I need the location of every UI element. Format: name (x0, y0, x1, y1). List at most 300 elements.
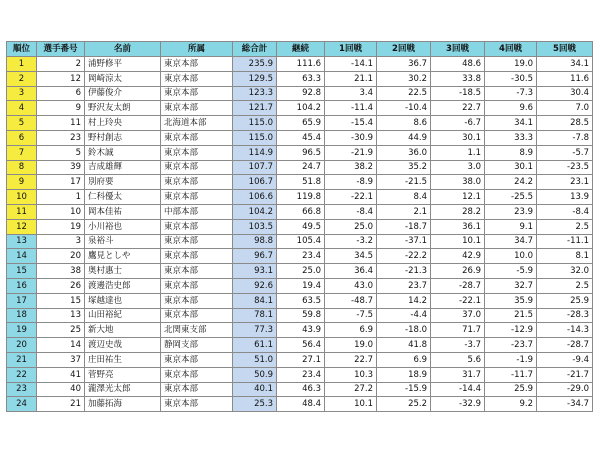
cell-round-1: 3.4 (325, 86, 377, 101)
cell-round-2: 8.6 (377, 116, 431, 131)
cell-name: 渡邊浩史郎 (85, 278, 161, 293)
cell-continued: 63.5 (277, 293, 325, 308)
cell-round-5: 11.6 (537, 71, 593, 86)
cell-rank: 24 (7, 397, 37, 412)
cell-total: 98.8 (233, 234, 277, 249)
cell-affiliation: 東京本部 (161, 397, 233, 412)
cell-round-5: 32.0 (537, 264, 593, 279)
cell-affiliation: 東京本部 (161, 249, 233, 264)
cell-continued: 49.5 (277, 219, 325, 234)
standings-table-container (6, 41, 592, 412)
cell-affiliation: 東京本部 (161, 175, 233, 190)
cell-round-5: -11.1 (537, 234, 593, 249)
cell-name: 菅野亮 (85, 367, 161, 382)
table-row (7, 204, 593, 219)
table-row (7, 397, 593, 412)
cell-player-number: 37 (37, 352, 85, 367)
cell-round-5: -28.3 (537, 308, 593, 323)
cell-player-number: 14 (37, 338, 85, 353)
cell-total: 92.6 (233, 278, 277, 293)
cell-total: 129.5 (233, 71, 277, 86)
header-name: 名前 (85, 42, 161, 57)
cell-round-3: -14.4 (431, 382, 485, 397)
cell-continued: 56.4 (277, 338, 325, 353)
cell-player-number: 23 (37, 130, 85, 145)
cell-affiliation: 東京本部 (161, 382, 233, 397)
cell-player-number: 10 (37, 204, 85, 219)
header-round-5: 5回戦 (537, 42, 593, 57)
cell-name: 山田裕紀 (85, 308, 161, 323)
cell-player-number: 26 (37, 278, 85, 293)
cell-round-2: -21.5 (377, 175, 431, 190)
cell-continued: 45.4 (277, 130, 325, 145)
cell-name: 瀧澤光太郎 (85, 382, 161, 397)
table-row (7, 323, 593, 338)
cell-rank: 20 (7, 338, 37, 353)
cell-round-2: 25.2 (377, 397, 431, 412)
table-row (7, 190, 593, 205)
table-row (7, 219, 593, 234)
cell-rank: 18 (7, 308, 37, 323)
cell-continued: 105.4 (277, 234, 325, 249)
cell-rank: 11 (7, 204, 37, 219)
cell-affiliation: 東京本部 (161, 86, 233, 101)
cell-round-3: 22.7 (431, 101, 485, 116)
cell-affiliation: 東京本部 (161, 219, 233, 234)
cell-round-1: 6.9 (325, 323, 377, 338)
cell-affiliation: 静岡支部 (161, 338, 233, 353)
table-row (7, 293, 593, 308)
cell-round-1: 21.1 (325, 71, 377, 86)
cell-affiliation: 東京本部 (161, 308, 233, 323)
cell-round-4: 25.9 (485, 382, 537, 397)
cell-round-4: -23.7 (485, 338, 537, 353)
cell-continued: 96.5 (277, 145, 325, 160)
table-body (7, 57, 593, 412)
header-total: 総合計 (233, 42, 277, 57)
cell-round-1: -22.1 (325, 190, 377, 205)
table-row (7, 57, 593, 72)
cell-round-4: -30.5 (485, 71, 537, 86)
cell-affiliation: 東京本部 (161, 71, 233, 86)
cell-player-number: 41 (37, 367, 85, 382)
table-row (7, 367, 593, 382)
table-row (7, 145, 593, 160)
cell-name: 鷹見としや (85, 249, 161, 264)
cell-round-4: 32.7 (485, 278, 537, 293)
cell-player-number: 20 (37, 249, 85, 264)
cell-name: 奥村惠士 (85, 264, 161, 279)
cell-round-5: -23.5 (537, 160, 593, 175)
cell-round-5: 28.5 (537, 116, 593, 131)
cell-round-4: 34.1 (485, 116, 537, 131)
cell-continued: 66.8 (277, 204, 325, 219)
cell-continued: 27.1 (277, 352, 325, 367)
cell-round-3: 12.1 (431, 190, 485, 205)
cell-round-5: -29.0 (537, 382, 593, 397)
cell-affiliation: 東京本部 (161, 57, 233, 72)
cell-total: 121.7 (233, 101, 277, 116)
cell-player-number: 5 (37, 145, 85, 160)
cell-round-2: 18.9 (377, 367, 431, 382)
cell-round-1: -8.9 (325, 175, 377, 190)
cell-round-1: 38.2 (325, 160, 377, 175)
cell-total: 78.1 (233, 308, 277, 323)
cell-rank: 7 (7, 145, 37, 160)
cell-round-3: 48.6 (431, 57, 485, 72)
cell-round-1: 27.2 (325, 382, 377, 397)
cell-rank: 17 (7, 293, 37, 308)
cell-round-5: 23.1 (537, 175, 593, 190)
cell-round-5: -7.8 (537, 130, 593, 145)
table-row (7, 116, 593, 131)
cell-round-1: -14.1 (325, 57, 377, 72)
cell-affiliation: 北海道本部 (161, 116, 233, 131)
cell-total: 106.7 (233, 175, 277, 190)
cell-round-2: 22.5 (377, 86, 431, 101)
cell-total: 104.2 (233, 204, 277, 219)
cell-round-2: -37.1 (377, 234, 431, 249)
cell-round-2: -18.0 (377, 323, 431, 338)
cell-name: 別府要 (85, 175, 161, 190)
cell-total: 107.7 (233, 160, 277, 175)
cell-player-number: 12 (37, 71, 85, 86)
cell-round-4: 9.6 (485, 101, 537, 116)
cell-total: 235.9 (233, 57, 277, 72)
cell-round-1: -48.7 (325, 293, 377, 308)
cell-total: 115.0 (233, 130, 277, 145)
cell-continued: 24.7 (277, 160, 325, 175)
cell-round-3: 38.0 (431, 175, 485, 190)
cell-round-4: 21.5 (485, 308, 537, 323)
cell-rank: 23 (7, 382, 37, 397)
cell-round-3: 28.2 (431, 204, 485, 219)
cell-round-3: 1.1 (431, 145, 485, 160)
cell-round-5: 2.5 (537, 219, 593, 234)
header-player-number: 選手番号 (37, 42, 85, 57)
cell-rank: 10 (7, 190, 37, 205)
cell-affiliation: 東京本部 (161, 234, 233, 249)
cell-player-number: 19 (37, 219, 85, 234)
cell-affiliation: 東京本部 (161, 278, 233, 293)
table-row (7, 338, 593, 353)
cell-round-2: -21.3 (377, 264, 431, 279)
cell-round-4: -5.9 (485, 264, 537, 279)
cell-round-3: 33.8 (431, 71, 485, 86)
cell-round-2: -22.2 (377, 249, 431, 264)
cell-round-5: -9.4 (537, 352, 593, 367)
cell-total: 106.6 (233, 190, 277, 205)
cell-rank: 21 (7, 352, 37, 367)
cell-round-2: 36.7 (377, 57, 431, 72)
cell-round-5: 8.1 (537, 249, 593, 264)
header-continued: 継続 (277, 42, 325, 57)
cell-round-5: -28.7 (537, 338, 593, 353)
cell-round-5: 34.1 (537, 57, 593, 72)
cell-round-3: 3.0 (431, 160, 485, 175)
cell-player-number: 1 (37, 190, 85, 205)
cell-rank: 12 (7, 219, 37, 234)
cell-affiliation: 東京本部 (161, 130, 233, 145)
cell-round-2: -4.4 (377, 308, 431, 323)
cell-round-5: -14.3 (537, 323, 593, 338)
cell-affiliation: 東京本部 (161, 264, 233, 279)
cell-round-2: 41.8 (377, 338, 431, 353)
cell-round-3: -6.7 (431, 116, 485, 131)
cell-name: 伊藤俊介 (85, 86, 161, 101)
cell-continued: 59.8 (277, 308, 325, 323)
cell-round-5: -21.7 (537, 367, 593, 382)
cell-player-number: 17 (37, 175, 85, 190)
cell-round-2: 36.0 (377, 145, 431, 160)
table-row (7, 234, 593, 249)
cell-continued: 46.3 (277, 382, 325, 397)
cell-round-2: 2.1 (377, 204, 431, 219)
cell-round-4: 33.3 (485, 130, 537, 145)
cell-rank: 9 (7, 175, 37, 190)
cell-round-3: -32.9 (431, 397, 485, 412)
cell-name: 加藤拓海 (85, 397, 161, 412)
cell-affiliation: 東京本部 (161, 293, 233, 308)
cell-round-4: 35.9 (485, 293, 537, 308)
table-row (7, 160, 593, 175)
cell-continued: 104.2 (277, 101, 325, 116)
cell-total: 40.1 (233, 382, 277, 397)
cell-rank: 5 (7, 116, 37, 131)
cell-round-5: 2.5 (537, 278, 593, 293)
cell-round-5: -5.7 (537, 145, 593, 160)
cell-round-4: -7.3 (485, 86, 537, 101)
cell-affiliation: 東京本部 (161, 190, 233, 205)
cell-round-5: -8.4 (537, 204, 593, 219)
cell-player-number: 39 (37, 160, 85, 175)
cell-round-3: 31.7 (431, 367, 485, 382)
cell-player-number: 13 (37, 308, 85, 323)
cell-affiliation: 東京本部 (161, 352, 233, 367)
cell-continued: 19.4 (277, 278, 325, 293)
table-row (7, 71, 593, 86)
cell-continued: 51.8 (277, 175, 325, 190)
cell-round-1: 19.0 (325, 338, 377, 353)
cell-rank: 8 (7, 160, 37, 175)
table-row (7, 175, 593, 190)
cell-round-5: 7.0 (537, 101, 593, 116)
table-row (7, 130, 593, 145)
cell-round-2: 6.9 (377, 352, 431, 367)
cell-affiliation: 東京本部 (161, 367, 233, 382)
header-rank: 順位 (7, 42, 37, 57)
cell-name: 塚越達也 (85, 293, 161, 308)
cell-round-1: -8.4 (325, 204, 377, 219)
cell-name: 新大地 (85, 323, 161, 338)
header-affiliation: 所属 (161, 42, 233, 57)
cell-round-3: -18.5 (431, 86, 485, 101)
cell-rank: 6 (7, 130, 37, 145)
table-row (7, 101, 593, 116)
cell-round-3: 10.1 (431, 234, 485, 249)
table-row (7, 249, 593, 264)
cell-rank: 2 (7, 71, 37, 86)
cell-round-3: 37.0 (431, 308, 485, 323)
cell-total: 123.3 (233, 86, 277, 101)
cell-round-2: -15.9 (377, 382, 431, 397)
cell-round-3: 36.1 (431, 219, 485, 234)
cell-name: 野村創志 (85, 130, 161, 145)
cell-round-2: 23.7 (377, 278, 431, 293)
cell-continued: 48.4 (277, 397, 325, 412)
cell-round-4: 24.2 (485, 175, 537, 190)
cell-name: 岡本佳祐 (85, 204, 161, 219)
cell-continued: 111.6 (277, 57, 325, 72)
cell-round-3: -22.1 (431, 293, 485, 308)
cell-round-3: 30.1 (431, 130, 485, 145)
cell-name: 仁科優太 (85, 190, 161, 205)
cell-total: 61.1 (233, 338, 277, 353)
cell-round-1: 10.3 (325, 367, 377, 382)
table-row (7, 264, 593, 279)
cell-affiliation: 中部本部 (161, 204, 233, 219)
cell-rank: 14 (7, 249, 37, 264)
table-row (7, 278, 593, 293)
cell-player-number: 38 (37, 264, 85, 279)
cell-continued: 23.4 (277, 249, 325, 264)
table-row (7, 308, 593, 323)
cell-rank: 13 (7, 234, 37, 249)
cell-round-1: 10.1 (325, 397, 377, 412)
header-round-4: 4回戦 (485, 42, 537, 57)
header-round-2: 2回戦 (377, 42, 431, 57)
cell-rank: 1 (7, 57, 37, 72)
cell-round-2: 8.4 (377, 190, 431, 205)
cell-round-4: 30.1 (485, 160, 537, 175)
cell-round-2: 35.2 (377, 160, 431, 175)
cell-round-4: -12.9 (485, 323, 537, 338)
cell-player-number: 15 (37, 293, 85, 308)
cell-name: 浦野修平 (85, 57, 161, 72)
cell-round-1: -3.2 (325, 234, 377, 249)
cell-round-3: 71.7 (431, 323, 485, 338)
cell-round-3: 5.6 (431, 352, 485, 367)
cell-round-1: 43.0 (325, 278, 377, 293)
cell-round-2: 30.2 (377, 71, 431, 86)
cell-round-4: 9.2 (485, 397, 537, 412)
cell-continued: 25.0 (277, 264, 325, 279)
cell-round-1: 22.7 (325, 352, 377, 367)
cell-player-number: 9 (37, 101, 85, 116)
cell-total: 96.7 (233, 249, 277, 264)
cell-name: 小川裕也 (85, 219, 161, 234)
cell-round-3: 42.9 (431, 249, 485, 264)
cell-player-number: 11 (37, 116, 85, 131)
cell-name: 野沢友太朗 (85, 101, 161, 116)
cell-name: 庄田祐生 (85, 352, 161, 367)
cell-round-3: 26.9 (431, 264, 485, 279)
cell-rank: 4 (7, 101, 37, 116)
cell-round-2: 14.2 (377, 293, 431, 308)
cell-total: 115.0 (233, 116, 277, 131)
header-round-1: 1回戦 (325, 42, 377, 57)
cell-player-number: 3 (37, 234, 85, 249)
cell-total: 50.9 (233, 367, 277, 382)
cell-total: 77.3 (233, 323, 277, 338)
header-row (7, 42, 593, 57)
cell-round-1: -30.9 (325, 130, 377, 145)
cell-round-1: 34.5 (325, 249, 377, 264)
cell-total: 93.1 (233, 264, 277, 279)
cell-player-number: 40 (37, 382, 85, 397)
cell-round-1: -11.4 (325, 101, 377, 116)
cell-affiliation: 東京本部 (161, 160, 233, 175)
cell-round-3: -3.7 (431, 338, 485, 353)
cell-round-4: 19.0 (485, 57, 537, 72)
table-row (7, 86, 593, 101)
cell-continued: 119.8 (277, 190, 325, 205)
cell-round-4: -1.9 (485, 352, 537, 367)
cell-name: 渡辺史哉 (85, 338, 161, 353)
cell-round-4: -11.7 (485, 367, 537, 382)
cell-round-2: -10.4 (377, 101, 431, 116)
cell-rank: 15 (7, 264, 37, 279)
cell-round-4: 34.7 (485, 234, 537, 249)
cell-total: 51.0 (233, 352, 277, 367)
cell-name: 鈴木誠 (85, 145, 161, 160)
cell-round-1: -15.4 (325, 116, 377, 131)
cell-round-5: 30.4 (537, 86, 593, 101)
cell-round-4: -25.5 (485, 190, 537, 205)
cell-player-number: 6 (37, 86, 85, 101)
cell-name: 吉成雄輝 (85, 160, 161, 175)
cell-round-1: -7.5 (325, 308, 377, 323)
cell-affiliation: 東京本部 (161, 145, 233, 160)
cell-player-number: 25 (37, 323, 85, 338)
cell-rank: 3 (7, 86, 37, 101)
cell-affiliation: 北関東支部 (161, 323, 233, 338)
cell-round-5: -34.7 (537, 397, 593, 412)
cell-rank: 22 (7, 367, 37, 382)
cell-continued: 43.9 (277, 323, 325, 338)
cell-round-1: -21.9 (325, 145, 377, 160)
cell-round-5: 25.9 (537, 293, 593, 308)
cell-round-4: 23.9 (485, 204, 537, 219)
cell-affiliation: 東京本部 (161, 101, 233, 116)
standings-table (6, 41, 593, 412)
cell-continued: 65.9 (277, 116, 325, 131)
cell-continued: 63.3 (277, 71, 325, 86)
header-round-3: 3回戦 (431, 42, 485, 57)
cell-round-1: 36.4 (325, 264, 377, 279)
cell-round-4: 8.9 (485, 145, 537, 160)
cell-total: 114.9 (233, 145, 277, 160)
cell-round-5: 13.9 (537, 190, 593, 205)
table-row (7, 382, 593, 397)
cell-total: 103.5 (233, 219, 277, 234)
cell-round-2: 44.9 (377, 130, 431, 145)
cell-name: 岡崎涼太 (85, 71, 161, 86)
table-row (7, 352, 593, 367)
cell-rank: 19 (7, 323, 37, 338)
cell-round-2: -18.7 (377, 219, 431, 234)
cell-round-1: 25.0 (325, 219, 377, 234)
cell-round-4: 9.1 (485, 219, 537, 234)
cell-total: 84.1 (233, 293, 277, 308)
cell-total: 25.3 (233, 397, 277, 412)
cell-round-3: -28.7 (431, 278, 485, 293)
cell-name: 泉裕斗 (85, 234, 161, 249)
cell-round-4: 10.0 (485, 249, 537, 264)
cell-continued: 92.8 (277, 86, 325, 101)
cell-player-number: 2 (37, 57, 85, 72)
cell-player-number: 21 (37, 397, 85, 412)
